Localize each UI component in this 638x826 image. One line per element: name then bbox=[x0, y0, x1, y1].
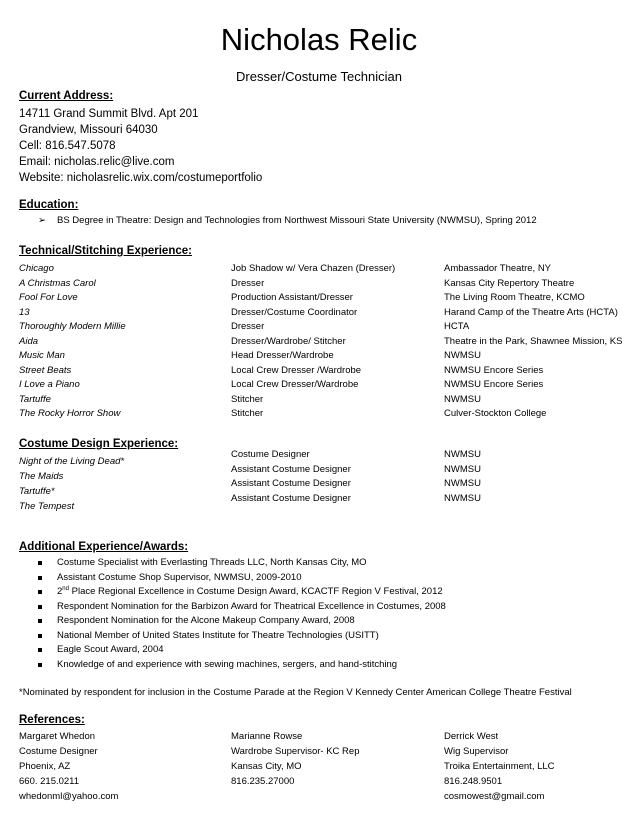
address-website: Website: nicholasrelic.wix.com/costumeportfolio bbox=[19, 172, 263, 184]
role: Dresser bbox=[231, 277, 265, 289]
additional-heading: Additional Experience/Awards: bbox=[19, 541, 189, 553]
education-heading: Education: bbox=[19, 199, 79, 211]
reference-text: 816.248.9501 bbox=[444, 776, 503, 787]
role: Dresser/Costume Coordinator bbox=[231, 306, 358, 318]
reference-text: Wardrobe Supervisor- KC Rep bbox=[231, 746, 360, 757]
show-title: Aida bbox=[19, 335, 39, 347]
list-item: Eagle Scout Award, 2004 bbox=[57, 644, 164, 655]
design-role: Assistant Costume Designer bbox=[231, 478, 351, 489]
reference-text: 816.235.27000 bbox=[231, 776, 295, 787]
show-title: Chicago bbox=[19, 263, 54, 274]
show-title: Music Man bbox=[19, 350, 65, 361]
role: Stitcher bbox=[231, 408, 264, 419]
reference-text: Margaret Whedon bbox=[19, 731, 96, 742]
arrow-bullet-icon: ➢ bbox=[38, 215, 46, 226]
references-heading: References: bbox=[19, 714, 85, 726]
venue: NWMSU bbox=[444, 350, 481, 361]
table-row bbox=[0, 349, 638, 363]
list-item: Knowledge of and experience with sewing machines, sergers, and hand-stitching bbox=[57, 658, 398, 670]
reference-line bbox=[0, 745, 638, 759]
reference-line bbox=[0, 790, 638, 804]
reference-text: Marianne Rowse bbox=[231, 731, 303, 742]
show-title: Night of the Living Dead* bbox=[19, 456, 125, 467]
design-venue: NWMSU bbox=[444, 492, 481, 504]
show-title: I Love a Piano bbox=[19, 379, 80, 390]
technical-heading: Technical/Stitching Experience: bbox=[19, 245, 192, 257]
table-row bbox=[0, 463, 638, 477]
show-title: Tartuffe bbox=[19, 393, 51, 405]
table-row bbox=[0, 448, 638, 462]
footnote: *Nominated by respondent for inclusion in the Costume Parade at the Region V Kennedy Center American College Theatre Festival bbox=[19, 687, 572, 698]
table-row bbox=[0, 364, 638, 378]
table-row bbox=[0, 378, 638, 392]
role: Head Dresser/Wardrobe bbox=[231, 350, 334, 361]
address-cell: Cell: 816.547.5078 bbox=[19, 140, 116, 152]
show-title: A Christmas Carol bbox=[19, 277, 96, 289]
square-bullet-icon bbox=[38, 605, 42, 609]
address-city: Grandview, Missouri 64030 bbox=[19, 124, 158, 136]
role: Local Crew Dresser /Wardrobe bbox=[231, 364, 362, 376]
venue: HCTA bbox=[444, 321, 470, 332]
applicant-name: Nicholas Relic bbox=[220, 22, 418, 57]
square-bullet-icon bbox=[38, 619, 42, 623]
venue: Harand Camp of the Theatre Arts (HCTA) bbox=[444, 306, 618, 318]
venue: NWMSU bbox=[444, 393, 481, 405]
venue: Theatre in the Park, Shawnee Mission, KS bbox=[444, 335, 623, 347]
costume-design-heading: Costume Design Experience: bbox=[19, 438, 179, 450]
table-row bbox=[0, 393, 638, 407]
role: Job Shadow w/ Vera Chazen (Dresser) bbox=[231, 263, 396, 274]
square-bullet-icon bbox=[38, 561, 42, 565]
table-row bbox=[0, 277, 638, 291]
show-title: Street Beats bbox=[19, 364, 72, 376]
job-title: Dresser/Costume Technician bbox=[236, 69, 402, 84]
reference-text: Derrick West bbox=[444, 731, 499, 742]
venue: Kansas City Repertory Theatre bbox=[444, 277, 575, 289]
reference-line bbox=[0, 775, 638, 789]
design-venue: NWMSU bbox=[444, 449, 481, 460]
venue: NWMSU Encore Series bbox=[444, 379, 544, 390]
list-item: Assistant Costume Shop Supervisor, NWMSU, 2009-2010 bbox=[57, 571, 302, 583]
list-item: Respondent Nomination for the Barbizon Award for Theatrical Excellence in Costumes, 2008 bbox=[57, 600, 446, 612]
table-row bbox=[0, 335, 638, 349]
show-title: The Maids bbox=[19, 471, 64, 482]
show-title: The Rocky Horror Show bbox=[19, 408, 121, 419]
reference-text: Troika Entertainment, LLC bbox=[444, 761, 555, 772]
table-row bbox=[0, 291, 638, 305]
address-heading: Current Address: bbox=[19, 90, 114, 102]
venue: Culver-Stockton College bbox=[444, 408, 547, 419]
reference-text: Wig Supervisor bbox=[444, 746, 509, 757]
reference-text: Phoenix, AZ bbox=[19, 761, 71, 772]
role: Production Assistant/Dresser bbox=[231, 292, 353, 303]
list-item: Costume Specialist with Everlasting Threads LLC, North Kansas City, MO bbox=[57, 557, 367, 568]
design-venue: NWMSU bbox=[444, 478, 481, 489]
reference-email: whedonml@yahoo.com bbox=[19, 791, 119, 802]
role: Dresser bbox=[231, 321, 265, 332]
venue: The Living Room Theatre, KCMO bbox=[444, 292, 585, 303]
table-row bbox=[0, 320, 638, 334]
education-degree: BS Degree in Theatre: Design and Technologies from Northwest Missouri State University (NWMSU), Spring 2012 bbox=[57, 215, 537, 226]
table-row bbox=[0, 306, 638, 320]
design-role: Assistant Costume Designer bbox=[231, 463, 351, 475]
role: Dresser/Wardrobe/ Stitcher bbox=[231, 335, 346, 347]
list-item: Respondent Nomination for the Alcone Makeup Company Award, 2008 bbox=[57, 615, 355, 626]
table-row bbox=[0, 492, 638, 506]
design-role: Assistant Costume Designer bbox=[231, 492, 351, 504]
reference-text: Kansas City, MO bbox=[231, 761, 302, 772]
show-title: 13 bbox=[19, 306, 30, 318]
reference-line bbox=[0, 760, 638, 774]
square-bullet-icon bbox=[38, 663, 42, 667]
show-title: Tartuffe* bbox=[19, 486, 55, 497]
design-role: Costume Designer bbox=[231, 449, 310, 460]
address-street: 14711 Grand Summit Blvd. Apt 201 bbox=[19, 108, 199, 120]
design-venue: NWMSU bbox=[444, 463, 481, 475]
square-bullet-icon bbox=[38, 648, 42, 652]
role: Stitcher bbox=[231, 393, 264, 405]
venue: Ambassador Theatre, NY bbox=[444, 263, 552, 274]
table-row bbox=[0, 477, 638, 491]
show-title: Fool For Love bbox=[19, 292, 78, 303]
list-item: National Member of United States Institute for Theatre Technologies (USITT) bbox=[57, 629, 379, 641]
square-bullet-icon bbox=[38, 576, 42, 580]
list-item: 2nd Place Regional Excellence in Costume Design Award, KCACTF Region V Festival, 2012 bbox=[57, 586, 443, 597]
reference-text: Costume Designer bbox=[19, 746, 98, 757]
square-bullet-icon bbox=[38, 590, 42, 594]
reference-text: 660. 215.0211 bbox=[19, 776, 80, 787]
table-row bbox=[0, 407, 638, 421]
address-email: Email: nicholas.relic@live.com bbox=[19, 156, 175, 168]
reference-email: cosmowest@gmail.com bbox=[444, 791, 545, 802]
superscript: nd bbox=[62, 586, 69, 592]
venue: NWMSU Encore Series bbox=[444, 364, 544, 376]
reference-line bbox=[0, 730, 638, 744]
square-bullet-icon bbox=[38, 634, 42, 638]
role: Local Crew Dresser/Wardrobe bbox=[231, 379, 359, 390]
show-title: The Tempest bbox=[19, 501, 75, 512]
table-row bbox=[0, 262, 638, 276]
show-title: Thoroughly Modern Millie bbox=[19, 321, 126, 332]
